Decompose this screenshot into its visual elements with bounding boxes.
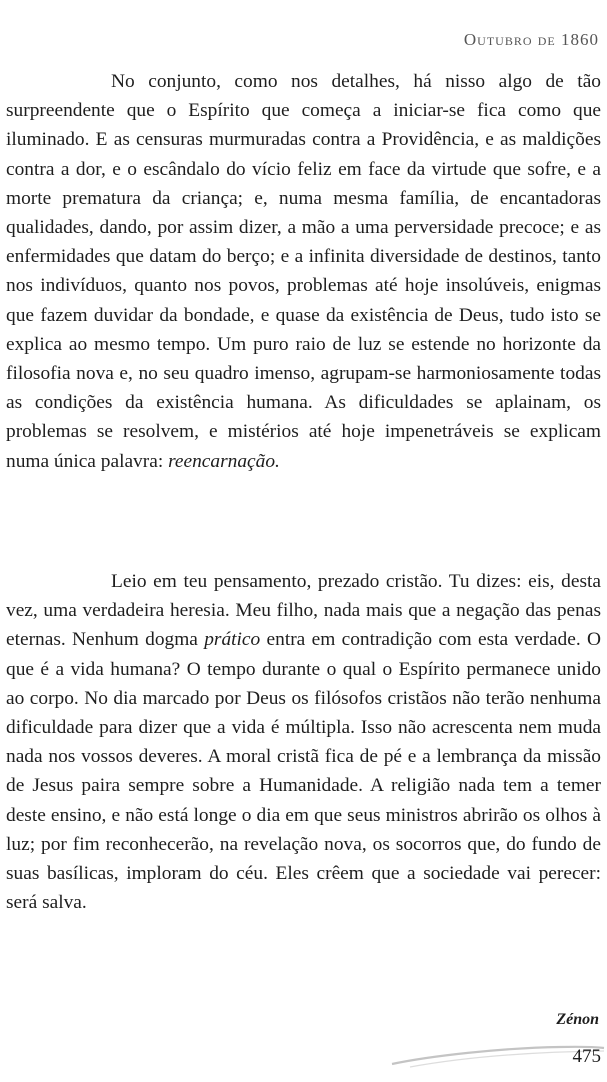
running-head: Outubro de 1860 [463,30,599,49]
author-signature: Zénon [556,1011,599,1028]
emphasis-reencarnacao: reencarnação. [168,450,280,472]
body-paragraph-2 [6,567,601,917]
paragraph-text [6,567,601,917]
paragraph-segment: entra em contradição com esta verdade. O que é a vida humana? O tempo durante o qual o Espírito permanece unido ao corpo. No dia marcado por Deus os filósofos cristãos não terão nenhuma dificuldade para dizer que a vida é múltipla. Isso não acrescenta nem muda nada nos vossos deveres. A moral cristã fica de pé e a lembrança da missão de Jesus paira sempre sobre a Humanidade. A religião nada tem a temer deste ensino, e não está longe o dia em que seus ministros abrirão os olhos à luz; por fim reconhecerão, na revelação nova, os socorros que, do fundo de suas basílicas, imploram do céu. Eles crêem que a sociedade vai perecer: será salva. [6,629,601,914]
page-number: 475 [572,1046,601,1067]
body-paragraph-1 [6,67,601,476]
paragraph-text [6,67,601,476]
paragraph-segment: Leio em teu pensamento, prezado cristão. Tu dizes: eis, desta vez, uma verdadeira heresia. Meu filho, nada mais que a negação das penas eternas. Nenhum dogma [6,571,601,651]
emphasis-pratico: prático [204,629,261,651]
paragraph-segment: No conjunto, como nos detalhes, há nisso algo de tão surpreendente que o Espírito que começa a iniciar-se fica como que iluminado. E as censuras murmuradas contra a Providência, e as maldições contra a dor, e o escândalo do vício feliz em face da virtude que sofre, e a morte prematura da criança; e, numa mesma família, de encantadoras qualidades, dando, por assim dizer, a mão a uma perversidade precoce; e as enfermidades que datam do berço; e a infinita diversidade de destinos, tanto nos indivíduos, quanto nos povos, problemas até hoje insolúveis, enigmas que fazem duvidar da bondade, e quase da existência de Deus, tudo isto se explica ao mesmo tempo. Um puro raio de luz se estende no horizonte da filosofia nova e, no seu quadro imenso, agrupam-se harmoniosamente todas as condições da existência humana. As dificuldades se aplainam, os problemas se resolvem, e mistérios até hoje impenetráveis se explicam numa única palavra: [6,71,601,472]
